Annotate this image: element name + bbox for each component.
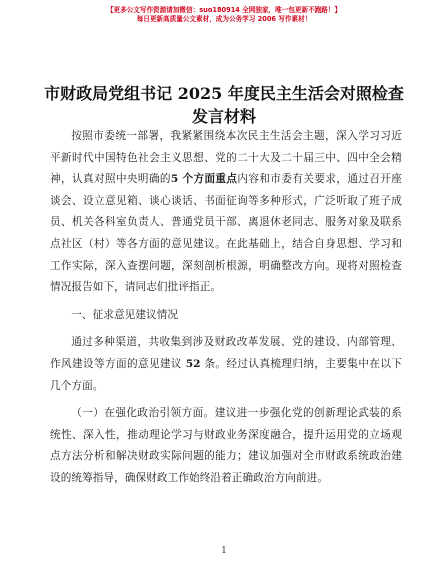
paragraph-political-guidance: （一）在强化政治引领方面。建议进一步强化党的创新理论武装的系统性、深入性，推动理论学习与财政业务深度融合，提升运用党的立场观点方法分析和解决财政实际问题的能力；建议加强对全市财政系统政治建设的统筹指导，确保财政工作始终沿着正确政治方向前进。 [50,407,402,484]
promo-banner-line-1: 【更多公文写作资源请加微信：suo180914 全网独家，唯一包更新不跑路！】 [106,6,342,14]
section-heading-1: 一、征求意见建议情况 [71,308,179,321]
page-number: 1 [221,546,227,556]
paragraph-feedback-text-a: 通过多种渠道，共收集到涉及财政改革发展、党的建设、内部管理、作风建设等方面的意见建议 [50,336,402,370]
paragraph-intro-bold: 5 个方面重点 [170,173,238,186]
paragraph-intro-text-a: 按照市委统一部署，我紧紧围绕本次民主生活会主题，深入学习习近平新时代中国特色社会主义思想、党的二十大及二十届三中、四中全会精神，认真对照中央明确的 [50,130,402,186]
document-title: 市财政局党组书记 2025 年度民主生活会对照检查发言材料 [44,84,404,126]
document-body [50,126,402,490]
paragraph-feedback-text-b: 条。经过认真梳理归纳，主要集中在以下几个方面。 [50,357,403,392]
promo-banner-line-2: 每日更新高质量公文素材，成为公务学习 2006 写作素材！ [136,15,312,23]
paragraph-feedback-bold: 52 [185,357,201,370]
paragraph-feedback [50,332,402,397]
promo-banner [0,6,448,24]
paragraph-intro-text-b: 内容和市委有关要求，通过召开座谈会、设立意见箱、谈心谈话、书面征询等多种形式，广泛听取了班子成员、机关各科室负责人、普通党员干部、离退休老同志、服务对象及联系点社区（村）等各方面的意见建议。在此基础上，结合自身思想、学习和工作实际，深入查摆问题，深刻剖析根源，明确整改方向。现将对照检查情况报告如下，请同志们批评指正。 [50,173,402,294]
paragraph-intro [50,126,402,299]
